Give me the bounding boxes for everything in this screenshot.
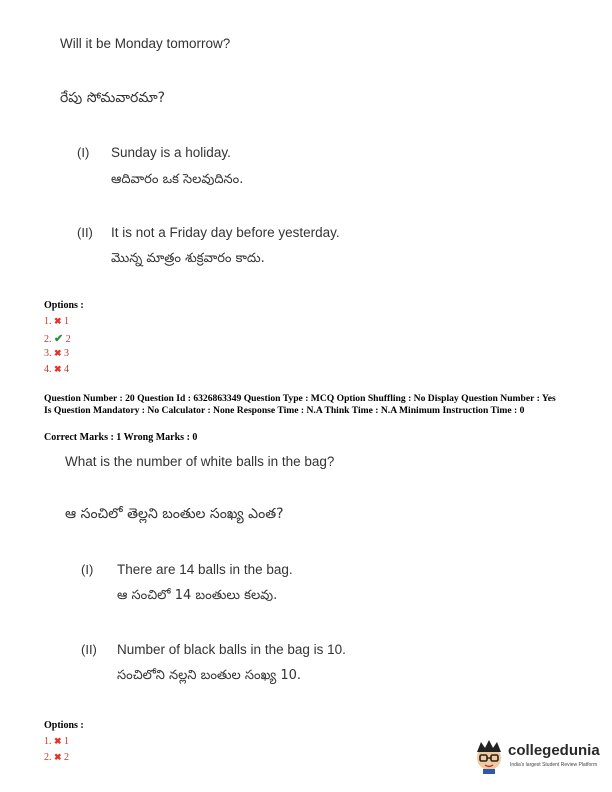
logo-wordmark: collegedunia <box>508 742 600 759</box>
cross-icon: ✖ <box>54 348 62 358</box>
cross-icon: ✖ <box>54 364 62 374</box>
option-number: 1. <box>44 736 52 747</box>
logo-tagline: India's largest Student Review Platform <box>510 762 598 768</box>
option-value: 4 <box>64 364 70 375</box>
q19-option-4[interactable] <box>44 364 69 375</box>
cross-icon: ✖ <box>54 752 62 762</box>
q19-statement-1-te: ఆదివారం ఒక సెలవుదినం. <box>111 172 244 187</box>
option-value: 2 <box>64 752 70 763</box>
q19-statement-1-num: (I) <box>77 145 90 160</box>
q19-statement-2-en: It is not a Friday day before yesterday. <box>111 225 340 240</box>
cross-icon: ✖ <box>54 316 62 326</box>
q20-statement-2-num: (II) <box>81 642 97 657</box>
q19-question-en: Will it be Monday tomorrow? <box>60 36 231 51</box>
q19-question-te: రేపు సోమవారమా? <box>60 90 166 106</box>
q19-statement-2-te: మొన్న మాత్రం శుక్రవారం కాదు. <box>111 251 265 266</box>
option-value: 3 <box>64 348 70 359</box>
q20-statement-1-en: There are 14 balls in the bag. <box>117 562 293 577</box>
q19-option-3[interactable] <box>44 348 69 359</box>
q20-statement-1-num: (I) <box>81 562 94 577</box>
check-icon: ✔ <box>54 333 64 345</box>
option-number: 2. <box>44 752 52 763</box>
q20-meta: Question Number : 20 Question Id : 6326863349 Question Type : MCQ Option Shuffling : No Display Question Number : Yes Is Question Mandatory : No Calculator : None Response Time : N.A Think Time : N.A Minimum Instruction Time : 0 <box>44 393 556 416</box>
q20-options-label: Options : <box>44 720 84 731</box>
q19-option-1[interactable] <box>44 316 69 327</box>
q19-statement-1-en: Sunday is a holiday. <box>111 145 231 160</box>
option-value: 1 <box>64 736 70 747</box>
q20-statement-2-te: సంచిలోని నల్లని బంతుల సంఖ్య 10. <box>117 668 302 683</box>
q20-option-2[interactable] <box>44 752 69 763</box>
q19-option-2[interactable] <box>44 332 71 345</box>
q20-statement-1-te: ఆ సంచిలో 14 బంతులు కలవు. <box>117 588 278 603</box>
q19-statement-2-num: (II) <box>77 225 93 240</box>
q20-question-te: ఆ సంచిలో తెల్లని బంతుల సంఖ్య ఎంత? <box>65 506 284 522</box>
option-value: 2 <box>65 334 71 345</box>
option-value: 1 <box>64 316 70 327</box>
q20-statement-2-en: Number of black balls in the bag is 10. <box>117 642 346 657</box>
q20-marks: Correct Marks : 1 Wrong Marks : 0 <box>44 432 198 443</box>
student-mascot-icon <box>472 736 506 774</box>
q19-options-label: Options : <box>44 300 84 311</box>
q20-question-en: What is the number of white balls in the bag? <box>65 454 335 469</box>
cross-icon: ✖ <box>54 736 62 746</box>
option-number: 4. <box>44 364 52 375</box>
collegedunia-logo <box>472 736 606 776</box>
option-number: 1. <box>44 316 52 327</box>
option-number: 3. <box>44 348 52 359</box>
q20-option-1[interactable] <box>44 736 69 747</box>
option-number: 2. <box>44 334 52 345</box>
